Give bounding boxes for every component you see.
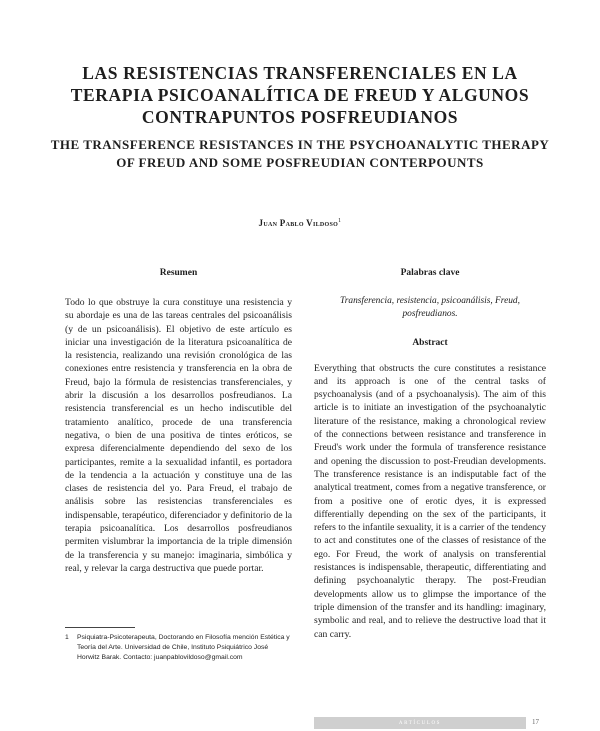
resumen-text: Todo lo que obstruye la cura constituye una resistencia y su abordaje es una de las tareas centrales del psicoanálisis (y de un psicoanálisis). El objetivo de este artículo es iniciar una investigación de la literatura psicoanalítica de la resistencia, realizando una revisión cronológica de las conexiones entre resistencia y transferencia en la obra de Freud, bajo la fórmula de resistencias transferenciales, y abrir la discusión a los desarrollos posfreudianos. La resistencia transferencial es un hecho indiscutible del tratamiento analítico, procede de una transferencia negativa, o bien de una positiva de tintes eróticos, se expresa diferencialmente dependiendo del sexo de los participantes, remite a la sexualidad infantil, es portadora de la tendencia a la actuación y constituye una de las clases de resistencia del yo. Para Freud, el trabajo de análisis sobre las resistencias transferenciales es indispensable, terapéutico, diferenciador y definitorio de la terapia psicoanalítica. Los desarrollos posfreudianos permiten vislumbrar la importancia de la triple dimensión de la transferencia y su manejo: imaginaria, simbólica y real, y relevar la carga destructiva que puede portar. [65,297,292,574]
title-english: THE TRANSFERENCE RESISTANCES IN THE PSYCHOANALYTIC THERAPY OF FREUD AND SOME POSFREUDIAN CONTERPOUNTS [50,137,550,170]
author-line [0,218,600,228]
author-footnote-marker: 1 [338,218,342,224]
keywords-heading: Palabras clave [400,268,460,278]
title-spanish: LAS RESISTENCIAS TRANSFERENCIALES EN LA TERAPIA PSICOANALÍTICA DE FREUD Y ALGUNOS CONTRAPUNTOS POSFREUDIANOS [70,63,530,127]
footnote-number: 1 [65,634,69,641]
footnote-text: Psiquiatra-Psicoterapeuta, Doctorando en Filosofía mención Estética y Teoría del Arte. Universidad de Chile, Instituto Psiquiátrico José Horwitz Barak. Contacto: juanpablovildoso@gmail.com [77,634,290,661]
footnote-divider [65,627,135,628]
keywords-text: Transferencia, resistencia, psicoanálisis, Freud, posfreudianos. [340,296,520,320]
author-name: Juan Pablo Vildoso [258,218,339,228]
abstract-heading: Abstract [412,337,448,348]
footnote [65,633,290,663]
page-number: 17 [532,718,539,726]
footer-section-band [314,717,526,729]
left-column [65,268,292,575]
resumen-heading: Resumen [159,268,198,278]
footer-section-label: ARTÍCULOS [398,720,442,726]
abstract-text: Everything that obstructs the cure constitutes a resistance and its approach is one of the central tasks of psychoanalysis (and of a psychoanalysis). The aim of this article is to initiate an investigation of the psychoanalytic literature of the resistance, making a chronological review of the connections between resistance and transference in Freud's work under the formula of transference resistance and opening the discussion to post-Freudian developments. The transference resistance is an indisputable fact of the analytical treatment, comes from a negative transference, or from a positive one of erotic dyes, it is expressed differentially depending on the sex of the participants, it refers to the infantile sexuality, it is a carrier of the tendency to act and constitutes one of the classes of resistance of the ego. For Freud, the work of analysis on transferential resistances is indispensable, therapeutic, differentiating and defining psychoanalytic therapy. The post-Freudian developments allow us to glimpse the importance of the triple dimension of the transfer and its handling: imaginary, symbolic and real, and to relieve the destructive load that it can carry. [314,362,546,640]
right-column [314,268,546,641]
